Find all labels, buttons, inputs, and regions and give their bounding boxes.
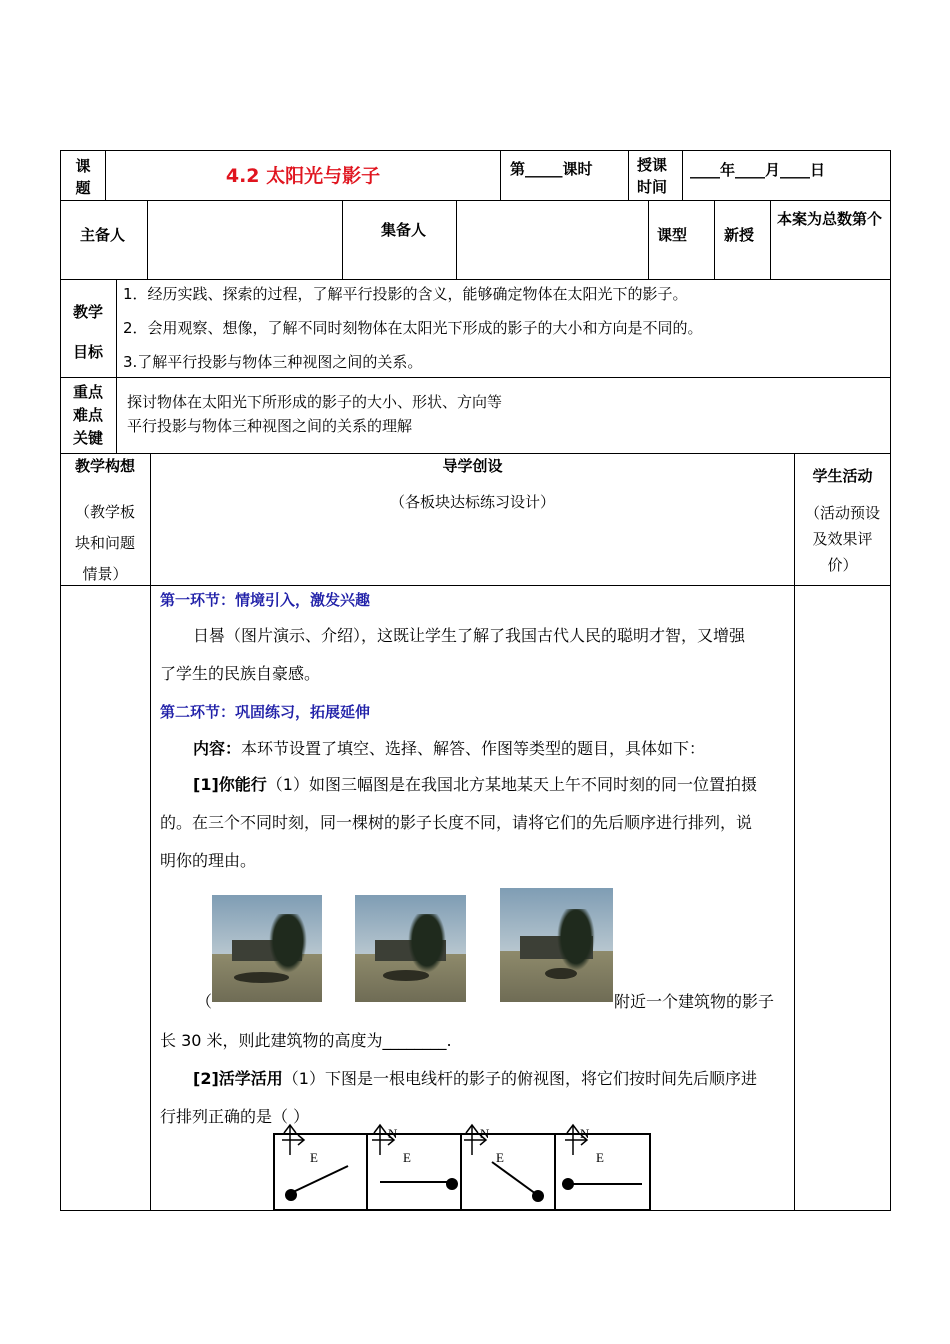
body-text: 明你的理由。: [160, 851, 257, 870]
q3-text: （1）下图是一根电线杆的影子的俯视图，将它们按时间先后顺序进: [282, 1069, 757, 1088]
divider: [682, 150, 683, 200]
divider: [456, 200, 457, 279]
left-col-sub: （教学板块和问题情景）: [74, 503, 135, 583]
north-label: N: [580, 1126, 590, 1141]
date-field: ____年____月____日: [690, 161, 826, 179]
content-label: 内容：: [193, 739, 242, 758]
section-heading: 第一环节：情境引入，激发兴趣: [160, 591, 371, 609]
divider: [500, 150, 501, 200]
north-label: N: [480, 1126, 490, 1141]
divider: [628, 150, 629, 200]
divider: [60, 279, 891, 280]
divider: [116, 279, 117, 378]
type-value: 新授: [724, 226, 755, 244]
tree-photo-1: [212, 895, 322, 1002]
east-label: E: [310, 1150, 318, 1165]
question-line: [193, 775, 757, 795]
body-text: 了学生的民族自豪感。: [160, 664, 321, 683]
goal-item: 1．经历实践、探索的过程，了解平行投影的含义，能够确定物体在太阳光下的影子。: [123, 285, 688, 303]
right-col-title: 学生活动: [812, 467, 873, 485]
body-text: 的。在三个不同时刻，同一棵树的影子长度不同，请将它们的先后顺序进行排列，说: [160, 813, 753, 832]
q2-text: 附近一个建筑物的影子: [614, 992, 775, 1011]
content-text: 本环节设置了填空、选择、解答、作图等类型的题目，具体如下：: [241, 739, 706, 758]
question-line: [193, 1069, 757, 1089]
body-text: 长 30 米，则此建筑物的高度为________.: [160, 1031, 452, 1050]
east-label: E: [596, 1150, 604, 1165]
total-label: 本案为总数第个: [777, 210, 883, 228]
divider: [116, 377, 117, 453]
q2-open: （: [196, 992, 213, 1011]
goal-item: 3.了解平行投影与物体三种视图之间的关系。: [123, 353, 423, 371]
divider: [794, 453, 795, 1211]
shadow-d: [562, 1178, 642, 1190]
table-border-left: [60, 150, 61, 1211]
shadow-b: [380, 1178, 458, 1190]
content-line: [193, 739, 705, 759]
divider: [150, 453, 151, 1211]
divider: [60, 453, 891, 454]
q1-text: （1）如图三幅图是在我国北方某地某天上午不同时刻的同一位置拍摄: [266, 775, 757, 794]
divider: [770, 200, 771, 279]
goals-label: 教学目标: [72, 303, 103, 361]
shadow-a: [285, 1166, 348, 1201]
key-item: 探讨物体在太阳光下所形成的影子的大小、形状、方向等: [127, 393, 503, 411]
key-item: 平行投影与物体三种视图之间的关系的理解: [127, 417, 413, 435]
key-label: 重点难点关键: [72, 383, 103, 447]
divider: [60, 200, 891, 201]
divider: [60, 377, 891, 378]
shadow-c: [492, 1162, 544, 1202]
type-label: 课型: [657, 226, 688, 244]
compass-1: [282, 1125, 304, 1155]
table-border-right: [890, 150, 891, 1211]
table-border-top: [60, 150, 891, 151]
mid-col-title: 导学创设: [442, 457, 503, 475]
divider: [60, 585, 891, 586]
q1-label: [1]你能行: [193, 775, 267, 794]
body-text: 行排列正确的是（ ）: [160, 1107, 310, 1126]
lesson-title: 4.2 太阳光与影子: [225, 165, 381, 187]
right-col-sub: （活动预设及效果评价）: [805, 504, 881, 574]
divider: [342, 200, 343, 279]
mid-col-sub: （各板块达标练习设计）: [389, 493, 555, 511]
north-label: N: [388, 1126, 398, 1141]
divider: [714, 200, 715, 279]
left-col-title: 教学构想: [74, 457, 135, 475]
tree-photo-3: [500, 888, 613, 1002]
q3-label: [2]活学活用: [193, 1069, 283, 1088]
divider: [147, 200, 148, 279]
time-label: 授课时间: [636, 156, 667, 196]
lead-label: 主备人: [80, 226, 126, 244]
shadow-top-view-diagram: [260, 1120, 660, 1215]
period-field: 第_____课时: [510, 160, 593, 178]
tree-photo-2: [355, 895, 466, 1002]
section-heading: 第二环节：巩固练习，拓展延伸: [160, 703, 371, 721]
goal-item: 2．会用观察、想像，了解不同时刻物体在太阳光下形成的影子的大小和方向是不同的。: [123, 319, 703, 337]
collective-label: 集备人: [381, 221, 427, 239]
east-label: E: [496, 1150, 504, 1165]
course-label: 课题: [75, 157, 91, 197]
body-text: 日晷（图片演示、介绍），这既让学生了解了我国古代人民的聪明才智，又增强: [193, 626, 746, 645]
divider: [648, 200, 649, 279]
east-label: E: [403, 1150, 411, 1165]
